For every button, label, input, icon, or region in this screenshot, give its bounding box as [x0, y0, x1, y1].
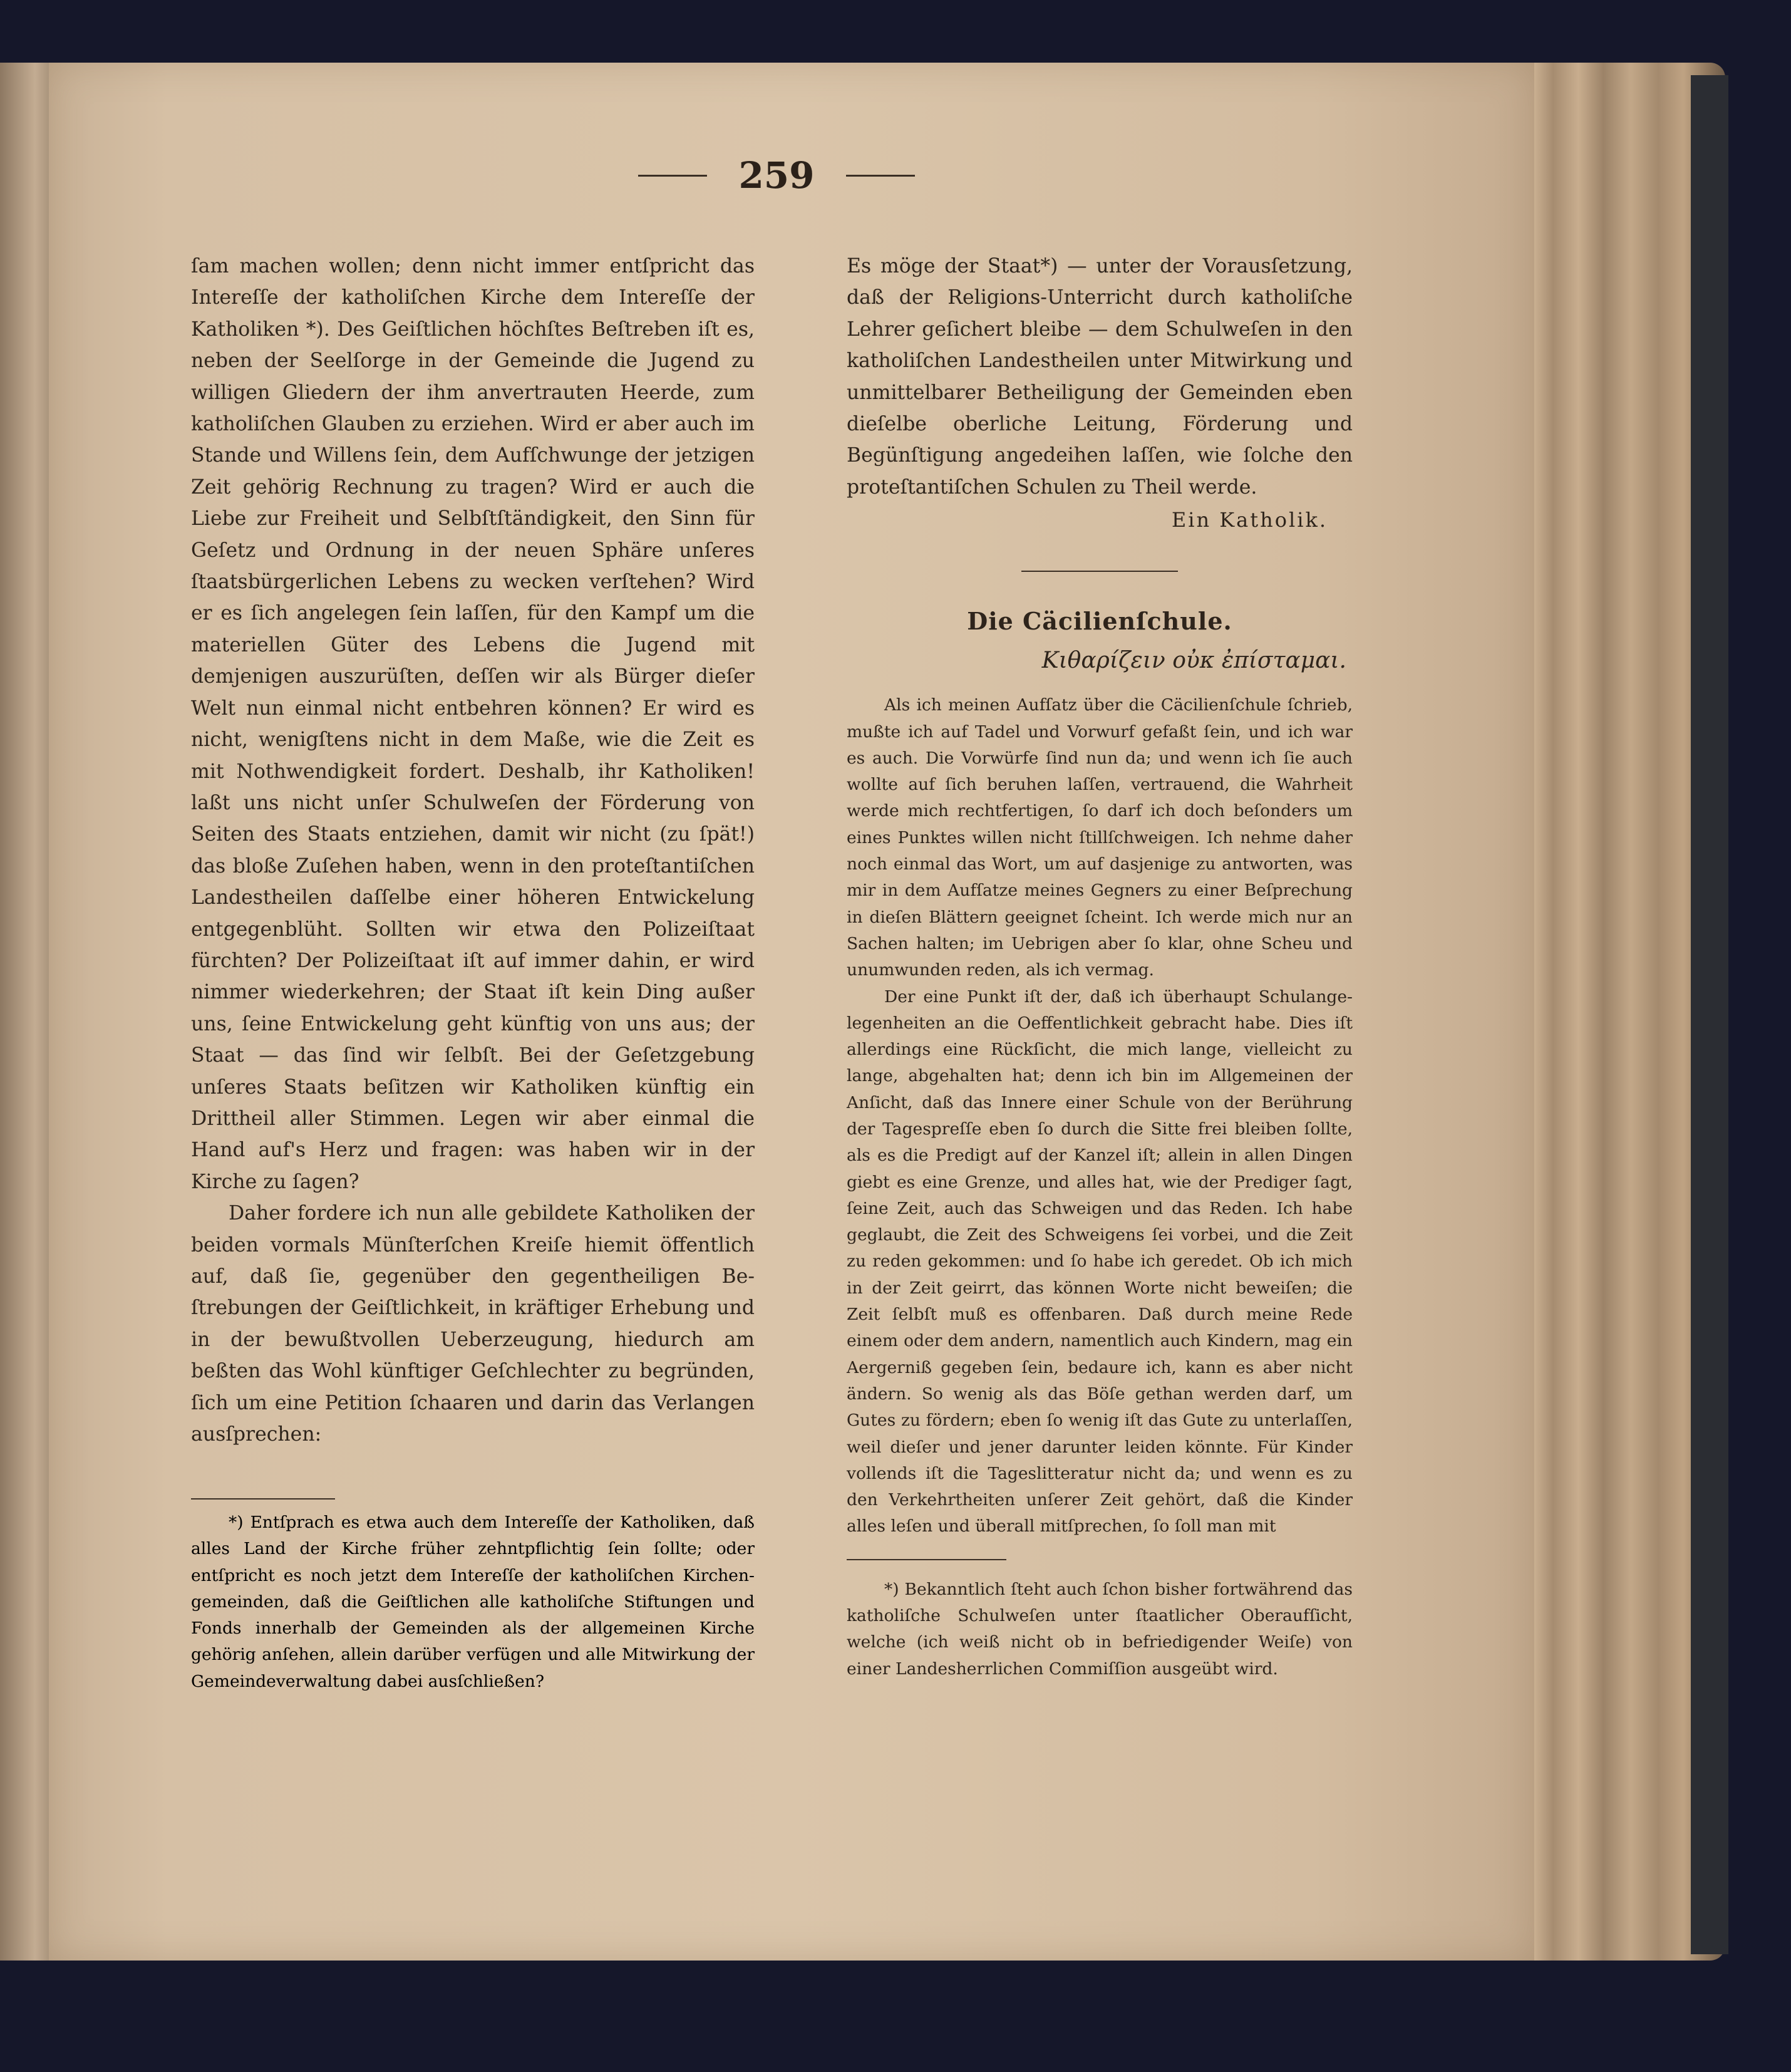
left-footnote-text: *) Entſprach es etwa auch dem Intereſſe der Katholiken, daß alles Land der Kirche früher zehntpflichtig ſein ſollte; oder entſpricht es noch jetzt dem Intereſſe der katholiſchen Kirchengemeinden, daß die Geiſtlichen alle katholiſche Stiftungen und Fonds innerhalb der Gemeinden als der allgemeinen Kirche gehörig anſehen, allein darüber verfügen und alle Mitwirkung der Gemeindeverwaltung dabei ausſchließen? [191, 1513, 755, 1691]
right-column [847, 251, 1353, 1682]
greek-motto: Κιθαρίζειν οὐκ ἐπίσταμαι. [1041, 648, 1346, 674]
left-paragraph-1: ſam machen wollen; denn nicht immer entſpricht das Intereſſe der katholiſchen Kirche dem Intereſſe der Katholiken *). Des Geiſtlichen höchſtes Beſtreben iſt es, neben der Seelſorge in der Gemeinde die Jugend zu willigen Gliedern der ihm anvertrauten Heerde, zum katholiſchen Glauben zu erziehen. Wird er aber auch im Stande und Willens ſein, dem Aufſchwunge der jetzigen Zeit gehörig Rechnung zu tragen? Wird er auch die Liebe zur Freiheit und Selbſtſtändigkeit, den Sinn für Geſetz und Ordnung in der neuen Sphäre unſeres ſtaatsbürgerlichen Lebens zu wecken verſtehen? Wird er es ſich angelegen ſein laſſen, für den Kampf um die materiellen Güter des Lebens die Jugend mit demjenigen auszurüſten, deſſen wir als Bürger dieſer Welt nun einmal nicht entbehren können? Er wird es nicht, wenigſtens nicht in dem Maße, wie die Zeit es mit Nothwendigkeit fordert. Deshalb, ihr Katholiken! laßt uns nicht unſer Schulweſen der Förderung von Seiten des Staats entziehen, damit wir nicht (zu ſpät!) das bloße Zuſehen haben, wenn in den proteſtantiſchen Landestheilen daſſelbe einer höheren Entwickelung entgegenblüht. Sollten wir etwa den Polizeiſtaat fürchten? Der Polizeiſtaat iſt auf immer dahin, er wird nimmer wiederkehren; der Staat iſt kein Ding außer uns, ſeine Entwickelung geht künftig von uns aus; der Staat — das ſind wir ſelbſt. Bei der Geſetzgebung unſeres Staats beſitzen wir Katholiken künftig ein Drittheil aller Stimmen. Legen wir aber einmal die Hand auf's Herz und fragen: was haben wir in der Kirche zu ſagen? [191, 255, 755, 1193]
page-number: 259 [738, 154, 815, 197]
adjacent-page-edge [0, 63, 50, 1961]
right-footnote-text: *) Bekanntlich ſteht auch ſchon bisher fortwährend das katholiſche Schulweſen unter ſtaatlicher Oberaufſicht, welche (ich weiß nicht ob in befriedigender Weiſe) von einer Landesherrlichen Commiſſion ausgeübt wird. [847, 1579, 1353, 1679]
header-rule-left [638, 175, 707, 177]
section-divider [1021, 571, 1178, 572]
right-opening-paragraph: Es möge der Staat*) — unter der Vorausſetzung, daß der Religions-Unterricht durch katholiſche Lehrer geſichert bleibe — dem Schulweſen in den katholiſchen Landestheilen unter Mitwirkung und unmittelbarer Betheiligung der Gemeinden eben dieſelbe oberliche Leitung, Förderung und Begünſtigung angedeihen laſſen, wie ſolche den proteſtantiſchen Schulen zu Theil werde. [847, 255, 1353, 499]
left-footnote-rule [191, 1498, 335, 1500]
right-footnote-rule [847, 1559, 1006, 1560]
header-rule-right [846, 175, 915, 177]
right-paragraph-1: Als ich meinen Aufſatz über die Cäcilienſchule ſchrieb, mußte ich auf Tadel und Vorwurf gefaßt ſein, und ich war es auch. Die Vorwürfe ſind nun da; und wenn ich ſie auch wollte auf ſich beruhen laſſen, vertrauend, die Wahrheit werde mich rechtfertigen, ſo darf ich doch beſonders um eines Punktes willen nicht ſtillſchweigen. Ich nehme daher noch einmal das Wort, um auf dasjenige zu antworten, was mir in dem Aufſatze meines Gegners zu einer Beſprechung in dieſen Blättern geeignet ſcheint. Ich werde mich nur an Sachen halten; im Uebrigen aber ſo klar, ohne Scheu und unumwunden reden, als ich vermag. [847, 695, 1353, 980]
right-paragraph-2: Der eine Punkt iſt der, daß ich überhaupt Schulangelegenheiten an die Oeffentlichkeit gebracht habe. Dies iſt allerdings eine Rückſicht, die mich lange, vielleicht zu lange, abgehalten hat; denn ich bin im Allgemeinen der Anſicht, daß das Innere einer Schule von der Berührung der Tagespreſſe eben ſo durch die Sitte frei bleiben ſollte, als es die Predigt auf der Kanzel iſt; allein in allen Dingen giebt es eine Grenze, und alles hat, wie der Prediger ſagt, ſeine Zeit, auch das Schweigen und das Reden. Ich habe geglaubt, die Zeit des Schweigens ſei vorbei, und die Zeit zu reden gekommen: und ſo habe ich geredet. Ob ich mich in der Zeit geirrt, das können Worte nicht beweiſen; die Zeit ſelbſt muß es offenbaren. Daß durch meine Rede einem oder dem andern, namentlich auch Kindern, mag ein Aergerniß gegeben ſein, bedaure ich, kann es aber nicht ändern. So wenig als das Böſe gethan werden darf, um Gutes zu fördern; eben ſo wenig iſt das Gute zu unterlaſſen, weil dieſer und jener darunter leiden könnte. Für Kinder vollends iſt die Tageslitteratur nicht da; und wenn es zu den Verkehrtheiten unſerer Zeit gehört, daß die Kinder alles leſen und überall mitſprechen, ſo ſoll man mit [847, 987, 1353, 1536]
section-title: Die Cäcilienſchule. [967, 607, 1232, 636]
signature: Ein Katholik. [1171, 508, 1328, 532]
left-footnote [191, 1510, 755, 1695]
page-header [620, 125, 933, 225]
left-paragraph-2: Daher fordere ich nun alle gebildete Katholiken der beiden vormals Münſterſchen Kreiſe hiemit öffentlich auf, daß ſie, gegenüber den gegentheiligen Beſtrebungen der Geiſtlichkeit, in kräftiger Erhebung und in der bewußtvollen Ueberzeugung, hiedurch am beßten das Wohl künftiger Geſchlechter zu begründen, ſich um eine Petition ſchaaren und darin das Verlangen ausſprechen: [191, 1202, 755, 1446]
book-cover-edge [1691, 75, 1728, 1954]
left-column [191, 251, 755, 1450]
